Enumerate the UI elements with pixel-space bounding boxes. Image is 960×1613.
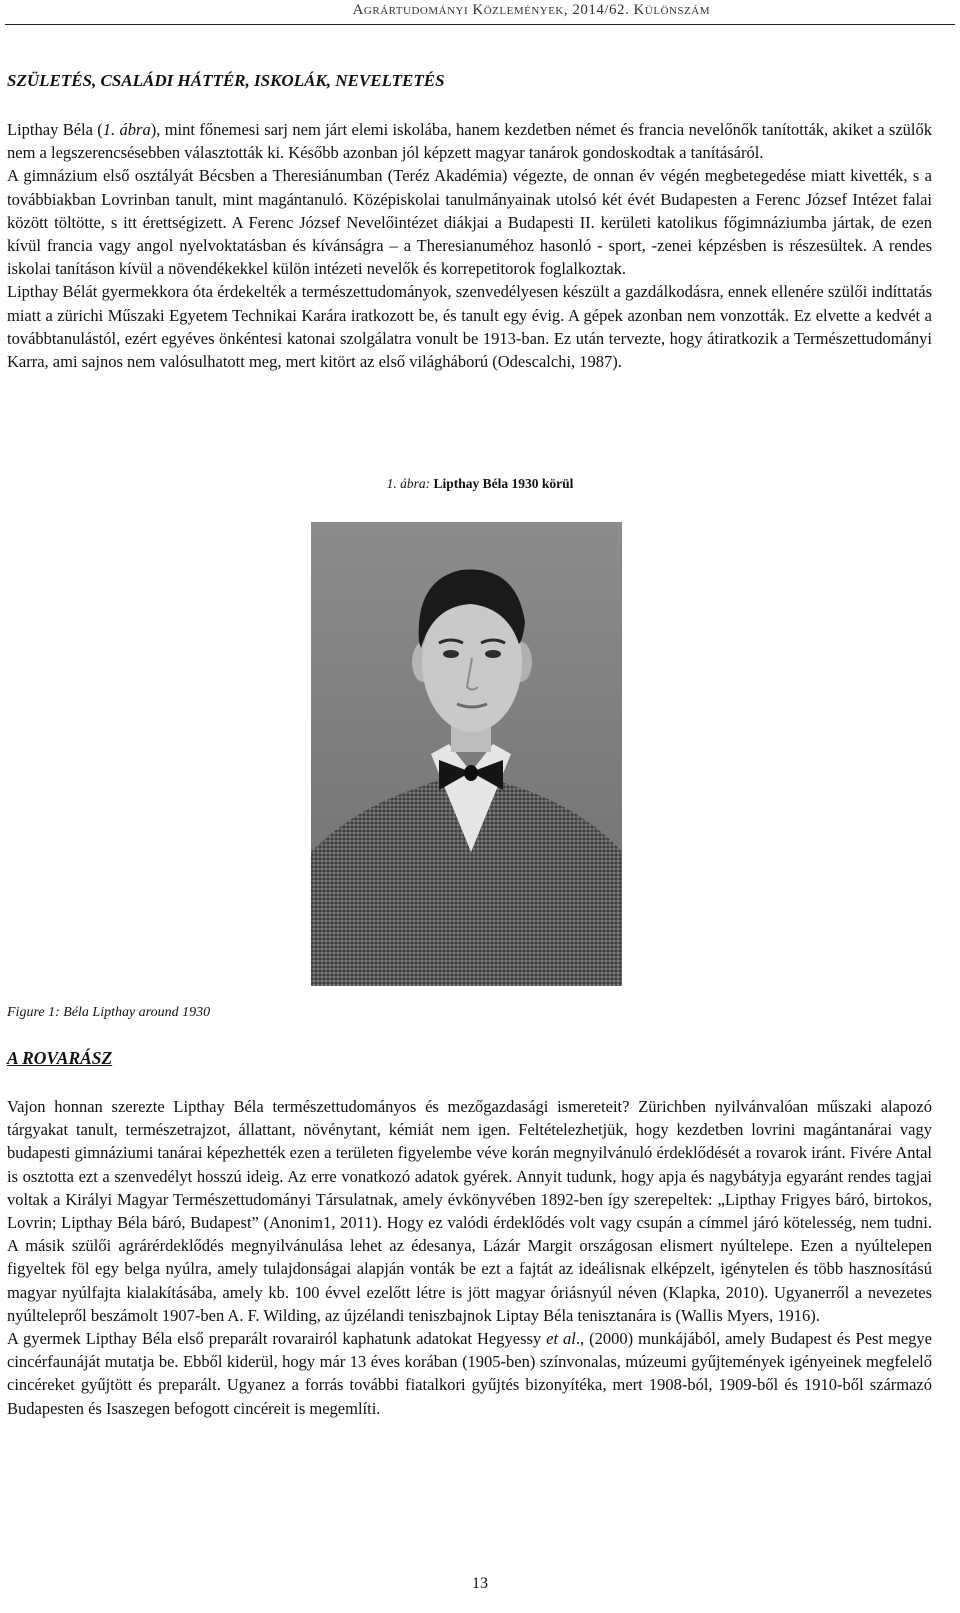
section-title-birth: SZÜLETÉS, CSALÁDI HÁTTÉR, ISKOLÁK, NEVELTETÉS: [7, 71, 445, 90]
running-header: Agrártudományi Közlemények, 2014/62. Különszám: [352, 2, 710, 18]
text-run: A gyermek Lipthay Béla első preparált rovarairól kaphatunk adatokat Hegyessy: [7, 1329, 547, 1349]
paragraph: [7, 118, 932, 164]
figure-caption-english: Figure 1: Béla Lipthay around 1930: [7, 1005, 211, 1020]
paragraph: [7, 1327, 932, 1420]
section-title-entomologist: A ROVARÁSZ: [7, 1048, 113, 1068]
page-number: 13: [472, 1575, 488, 1592]
text-run: ), mint főnemesi sarj nem járt elemi iskolába, hanem kezdetben német és francia nevelőnők tanították, akiket a szülők nem a legszerencsésebben választották ki. Később azonban jól képzett magyar tanárok gondoskodtak a tanításáról.: [7, 120, 932, 163]
portrait-photo: [311, 522, 622, 986]
figure-caption-hungarian: [0, 476, 960, 492]
figure-reference: 1. ábra: [102, 120, 151, 139]
section-body-birth: [7, 118, 932, 373]
paragraph: Lipthay Bélát gyermekkora óta érdekelték a természettudományok, szenvedélyesen készült a gazdálkodásra, ennek ellenére szülői indíttatás miatt a zürichi Műszaki Egyetem Technikai Karára iratkozott be, és tanult egy évig. A gépek azonban nem vonzották. Ez elvette a kedvét a továbbtanulástól, ezért egyéves önkéntesi katonai szolgálatra vonult be 1913-ban. Ez után tervezte, hogy átiratkozik a Természettudományi Karra, ami sajnos nem valósulhatott meg, mert kitört az első világháború (Odescalchi, 1987).: [7, 282, 932, 372]
section-body-entomologist: [7, 1095, 932, 1420]
figure-label: 1. ábra:: [386, 476, 431, 491]
paragraph: Vajon honnan szerezte Lipthay Béla természettudományos és mezőgazdasági ismereteit? Zürichben nyilvánvalóan műszaki alapozó tárgyakat tanult, természetrajzot, állattant, növénytant, kémiát nem igen. Feltételezhetjük, hogy kezdetben lovrini magántanárai vagy budapesti gimnáziumi tanárai képezhették ezen a területen figyelembe véve korán megnyilvánuló érdeklődését a rovarok iránt. Fivére Antal is osztotta ezt a szenvedélyt hosszú ideig. Az erre vonatkozó adatok gyérek. Annyit tudunk, hogy apja és nagybátyja egyaránt rendes tagjai voltak a Királyi Magyar Természettudományi Társulatnak, amely évkönyvében 1892-ben így szerepeltek: „Lipthay Frigyes báró, birtokos, Lovrin; Lipthay Béla báró, Budapest” (Anonim1, 2011). Hogy ez valódi érdeklődés volt vagy csupán a címmel járó kötelesség, nem tudni. A másik szülői agrárérdeklődés megnyilvánulása lehet az édesanya, Lázár Margit országosan elismert nyúltelepe. Ezen a nyúltelepen figyeltek föl egy belga nyúlra, amely tulajdonságai alapján vonták be ezt a fajtát az ideálisnak elképzelt, igénytelen és több hasznosítású magyar nyúlfajta kialakításába, amely kb. 100 évvel ezelőtt létre is jött magyar óriásnyúl néven (Klapka, 2010). Ugyanerről a nevezetes nyúltelepről beszámolt 1907-ben A. F. Wilding, az újzélandi teniszbajnok Liptay Béla tenisztanára is (Wallis Myers, 1916).: [7, 1097, 932, 1325]
header-rule: [5, 24, 955, 25]
portrait-illustration: [311, 522, 622, 986]
text-run: Lipthay Béla (: [7, 120, 103, 139]
text-run-italic: et al: [546, 1329, 576, 1349]
paragraph: A gimnázium első osztályát Bécsben a Theresiánumban (Teréz Akadémia) végezte, de onnan év végén megbetegedése miatt kivették, s a továbbiakban Lovrinban tanult, mint magántanuló. Középiskolai tanulmányainak utolsó két évét Budapesten a Ferenc József Intézet falai között töltötte, s itt érettségizett. A Ferenc József Nevelőintézet diákjai a Budapesti II. kerületi katolikus főgimnáziumba jártak, de ezen kívül francia vagy angol nyelvoktatásban és kívánságra – a Theresianuméhoz hasonló - sport, -zenei képzésben is részesültek. A rendes iskolai tanításon kívül a növendékekkel külön intézeti nevelők és korrepetitorok foglalkoztak.: [7, 166, 932, 279]
figure-caption-text: Lipthay Béla 1930 körül: [433, 476, 574, 491]
text-run: ., (2000) munkájából, amely Budapest és Pest megye cincérfaunáját mutatja be. Ebből kiderül, hogy már 13 éves korában (1905-ben) színvonalas, múzeumi gyűjtemények igényeinek megfelelő cincéreket gyűjtött és preparált. Ugyanez a forrás további fiatalkori gyűjtés bizonyítéka, mert 1908-ból, 1909-ből és 1910-ből származó Budapesten és Isaszegen befogott cincéreit is megemlíti.: [7, 1329, 932, 1418]
